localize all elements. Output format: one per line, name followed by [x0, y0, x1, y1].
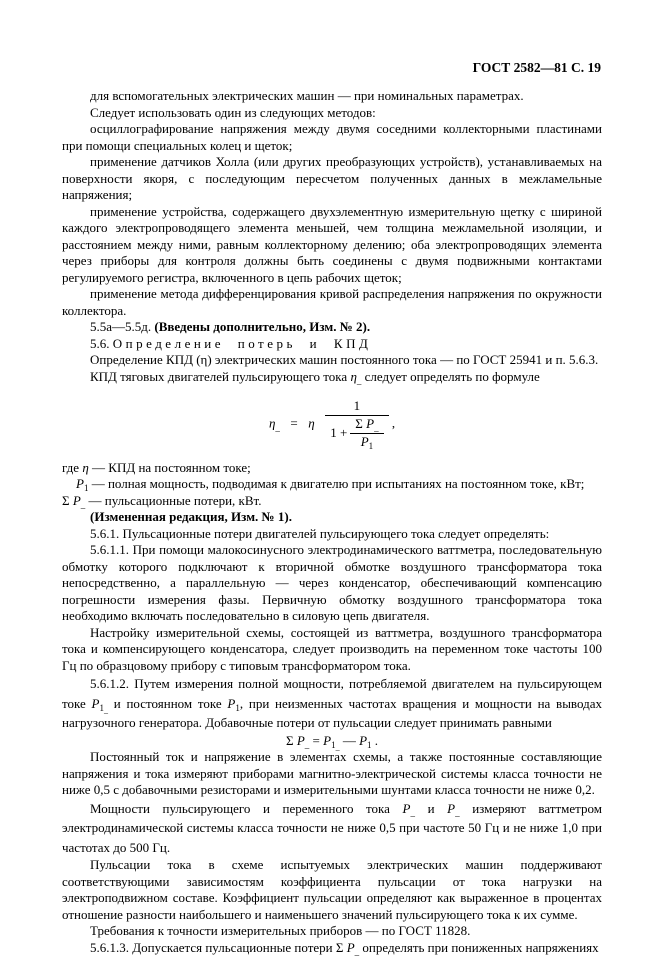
- paragraph: Определение КПД (η) электрических машин постоянного тока — по ГОСТ 25941 и п. 5.6.3.: [90, 352, 599, 367]
- p-symbol: P: [366, 415, 375, 431]
- formula-numerator: 1: [325, 399, 388, 416]
- paragraph: КПД тяговых двигателей пульсирующего тока $\eta_{\_}$ следует определять по формуле: [90, 368, 540, 386]
- formula-eta-subscript: _: [275, 422, 280, 433]
- paragraph: Постоянный ток и напряжение в элементах схемы, а также постоянные составляющие напряжения и тока измеряют приборами магнитно-электрической системы класса точности не ниже 0,5 с добавочными резисторами и измерительными шунтами класса точности не ниже 0,2.: [62, 749, 602, 798]
- clause-5-5a-5-5d: 5.5а—5.5д. (Введены дополнительно, Изм. № 2).: [90, 319, 371, 334]
- paragraph: применение датчиков Холла (или других преобразующих устройств), устанавливаемых на поверхности якоря, с последующим пересчетом полученных данных в межламельные напряжения;: [62, 154, 602, 202]
- page-header-gost-number: ГОСТ 2582—81 С. 19: [472, 60, 601, 75]
- p1-symbol: P: [360, 433, 369, 449]
- paragraph: применение устройства, содержащего двухэлементную измерительную щетку с шириной каждого электропроводящего элемента меньшей, чем толщина межламельной изоляции, и расстоянием между ними, равным коллекторному делению; оба электропроводящих элемента через приборы для контроля должны быть соединены с двумя подвижными контактами регулируемого регистра, включенного в цепь рабочих щеток;: [62, 203, 602, 285]
- paragraph: Пульсации тока в схеме испытуемых электрических машин поддерживают соответствующими зависимостям коэффициента пульсации от тока нагрузки на электроподвижном составе. Коэффициент пульсации определяют как выраженное в процентах отношение разности наибольшего и наименьшего значений пульсирующего тока к их сумме.: [62, 857, 602, 922]
- formula-inner-denominator: [350, 434, 383, 450]
- paragraph: осциллографирование напряжения между двумя соседними коллекторными пластинами при помощи специальных колец и щеток;: [62, 121, 602, 153]
- formula-denominator: [325, 416, 388, 450]
- formula-inner-fraction: [350, 417, 383, 450]
- formula-eta-symbol: η: [308, 415, 315, 431]
- paragraph: применение метода дифференцирования кривой распределения напряжения по окружности коллектора.: [62, 286, 602, 318]
- formula-outer-fraction: [325, 399, 388, 450]
- revision-note: (Измененная редакция, Изм. № 1).: [90, 509, 292, 525]
- definition-eta: где η — КПД на постоянном токе;: [62, 459, 251, 475]
- clause-5-6-1-1: 5.6.1.1. При помощи малокосинусного электродинамического ваттметра, последовательную обмотку которого подключают к вторичной обмотке воздушного трансформатора тока непосредственно, а параллельную — через конденсатор, обеспечивающий компенсацию погрешности измерения фазы. Первичную обмотку воздушного трансформатора тока необходимо включать последовательно в силовую цепь двигателя.: [62, 542, 602, 624]
- formula-one-plus: 1 +: [330, 424, 348, 440]
- formula-equals-sign: =: [290, 415, 298, 431]
- paragraph: Мощности пульсирующего и переменного тока $P_{\_}$ и $P_{\_}$ измеряют ваттметром электродинамической системы класса точности не ниже 0,5 при частоте 50 Гц и не ниже 1,0 при частотах до 500 Гц.: [62, 800, 602, 855]
- document-body: [62, 88, 602, 956]
- formula-efficiency-kpd: [62, 399, 602, 450]
- sigma-symbol: Σ: [355, 415, 363, 431]
- clause-5-6-heading: 5.6. Определение потерь и КПД: [90, 335, 372, 351]
- definition-p1: $P_1$ — полная мощность, подводимая к двигателю при испытаниях на постоянном токе, кВт;: [76, 476, 585, 494]
- p1-subscript: 1: [368, 440, 374, 451]
- paragraph: Требования к точности измерительных приборов — по ГОСТ 11828.: [90, 923, 471, 939]
- p-subscript: _: [374, 422, 379, 433]
- formula-inner-numerator: [350, 417, 383, 434]
- formula-pulsation-losses: Σ $P_{\_} = P_{1\_}$ — $P_1$ .: [285, 732, 379, 752]
- clause-5-6-1-2: 5.6.1.2. Путем измерения полной мощности, потребляемой двигателем на пульсирующем токе $P_{1\_}$ и постоянном токе $P_1$, при неизменных частотах вращения и мощности на выводах нагрузочного генератора. Добавочные потери от пульсации следует принимать равными: [62, 676, 602, 731]
- formula-eta-symbol: η: [268, 415, 276, 431]
- clause-5-6-1: 5.6.1. Пульсационные потери двигателей пульсирующего тока следует определять:: [90, 525, 550, 541]
- paragraph: Настройку измерительной схемы, состоящей из ваттметра, воздушного трансформатора тока и компенсирующего конденсатора, следует производить на переменном токе частоты 100 Гц по образцовому прибору с типовым трансформатором тока.: [62, 624, 602, 673]
- formula-trailing-comma: ,: [391, 415, 396, 431]
- definition-sigma-p: Σ $P_{\_}$ — пульсационные потери, кВт.: [62, 492, 262, 510]
- paragraph: для вспомогательных электрических машин — при номинальных параметрах.: [90, 88, 524, 103]
- paragraph: Следует использовать один из следующих методов:: [90, 104, 376, 120]
- clause-5-6-1-3: 5.6.1.3. Допускается пульсационные потери Σ $P_{\_}$ определять при пониженных напряжениях: [90, 939, 599, 957]
